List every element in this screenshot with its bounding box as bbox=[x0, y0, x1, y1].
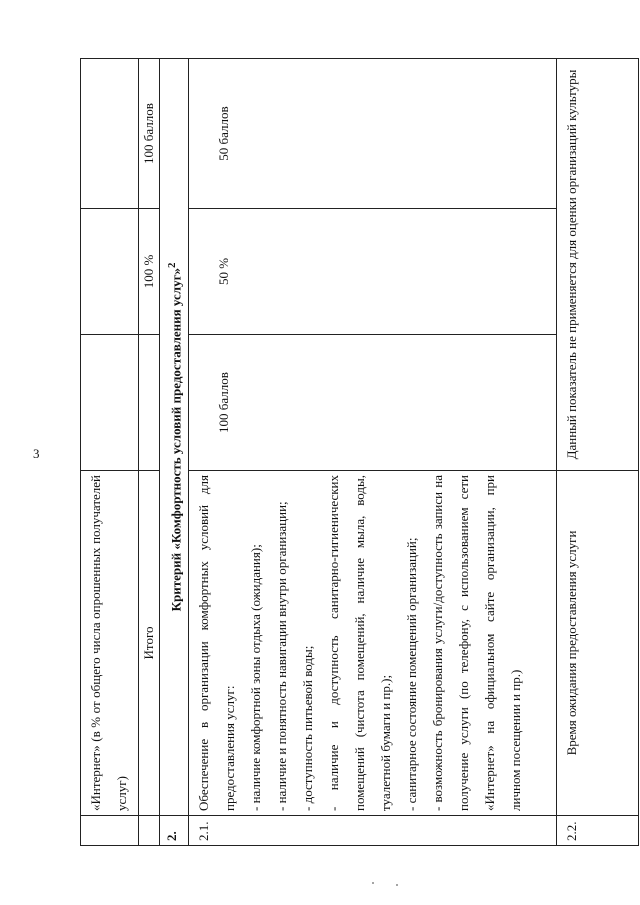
rotated-table-container bbox=[80, 59, 580, 846]
page-number: 3 bbox=[33, 446, 40, 461]
indicator-cell: «Интернет» (в % от общего числа опрошенных получателей услуг) bbox=[81, 471, 139, 816]
percent-value: 50 % bbox=[189, 209, 557, 335]
number-cell bbox=[139, 816, 160, 846]
indicator-line: - наличие комфортной зоны отдыха (ожидания); bbox=[248, 544, 264, 811]
note-cell: Данный показатель не применяется для оценки организаций культуры bbox=[557, 59, 639, 471]
criteria-table bbox=[80, 58, 639, 846]
indicator-line: Обеспечение в организации комфортных условий для предоставления услуг: bbox=[196, 475, 238, 811]
indicator-line: - наличие и доступность санитарно-гигиенических помещений (чистота помещений, наличие мыла, воды, туалетной бумаги и пр.); bbox=[326, 475, 394, 811]
criterion-footnote: 2 bbox=[166, 262, 178, 269]
row-number: 2.1. bbox=[189, 816, 557, 846]
table-row bbox=[557, 59, 639, 846]
empty-cell bbox=[81, 59, 139, 209]
criterion-number: 2. bbox=[160, 816, 189, 846]
indicator-cell: Время ожидания предоставления услуги bbox=[557, 471, 639, 816]
scan-speck bbox=[372, 882, 374, 884]
table-row bbox=[139, 59, 160, 846]
total-score: 100 баллов bbox=[139, 59, 160, 209]
row-number: 2.2. bbox=[557, 816, 639, 846]
indicator-line: - доступность питьевой воды; bbox=[300, 645, 316, 811]
empty-cell bbox=[139, 335, 160, 471]
indicator-line: - санитарное состояние помещений организаций; bbox=[404, 537, 420, 811]
table-row bbox=[189, 59, 557, 846]
total-label: Итого bbox=[139, 471, 160, 816]
indicator-list bbox=[189, 471, 557, 816]
score-value: 50 баллов bbox=[189, 59, 557, 209]
max-score: 100 баллов bbox=[189, 335, 557, 471]
number-cell bbox=[81, 816, 139, 846]
indicator-line: - возможность бронирования услуги/доступность записи на получение услуги (по телефону, с использованием сети «Интернет» на официальном сайте организации, при личном посещении и пр.) bbox=[430, 475, 524, 811]
criterion-title: Критерий «Комфортность условий предоставления услуг» bbox=[168, 268, 184, 612]
empty-cell bbox=[81, 335, 139, 471]
total-percent: 100 % bbox=[139, 209, 160, 335]
table-row bbox=[81, 59, 139, 846]
indicator-line: - наличие и понятность навигации внутри организации; bbox=[274, 501, 290, 811]
empty-cell bbox=[81, 209, 139, 335]
scan-speck bbox=[396, 884, 398, 886]
criterion-title-cell bbox=[160, 59, 189, 816]
table-row bbox=[160, 59, 189, 846]
